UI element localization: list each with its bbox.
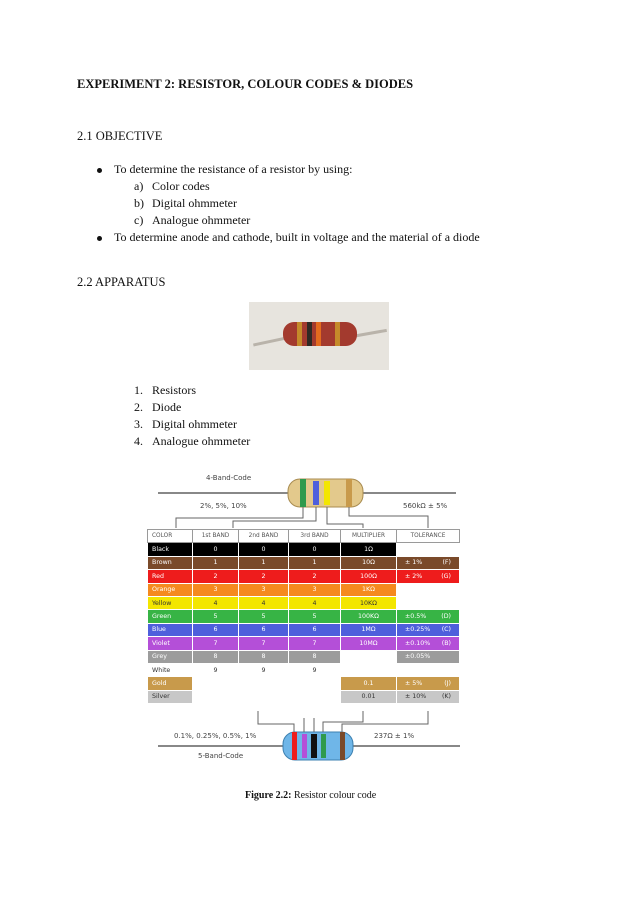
bottom-resistor-band-5 [340,732,345,760]
apparatus-item-1: Resistors [152,383,197,397]
cell-b2: 9 [239,663,289,676]
table-row [148,570,460,583]
apparatus-item-3: Digital ohmmeter [152,417,237,431]
cell-b3: 1 [289,556,341,569]
resistor-band [316,322,321,346]
cell-b2: 6 [239,623,289,636]
resistor-colour-code-chart [138,466,468,798]
cell-color: White [148,663,193,676]
cell-b2: 3 [239,583,289,596]
objective-bullet-2: To determine anode and cathode, built in voltage and the material of a diode [114,230,480,244]
header-tolerance: TOLERANCE [397,530,460,543]
cell-b1 [193,690,239,703]
five-band-tolerance-label: 0.1%, 0.25%, 0.5%, 1% [174,732,257,740]
cell-color: Black [148,543,193,556]
sub-item-marker-a: a) [134,179,144,193]
five-band-code-label: 5-Band-Code [198,752,244,760]
cell-b2: 8 [239,650,289,663]
sub-item-a: Color codes [152,179,210,193]
resistor-band [297,322,302,346]
sub-item-c: Analogue ohmmeter [152,213,251,227]
cell-color: Orange [148,583,193,596]
tolerance-code: (D) [441,613,451,621]
objective-heading: 2.1 OBJECTIVE [77,129,163,143]
cell-b1: 6 [193,623,239,636]
cell-mult: 0.1 [341,677,397,690]
table-row [148,583,460,596]
cell-mult [341,650,397,663]
resistor-band [307,322,312,346]
cell-color: Violet [148,637,193,650]
bottom-resistor-band-2 [302,734,307,758]
apparatus-item-4: Analogue ohmmeter [152,434,251,448]
cell-tol [397,596,460,609]
table-row [148,677,460,690]
colour-code-table [147,529,460,704]
bottom-resistor-band-1 [292,732,297,760]
cell-color: Green [148,610,193,623]
cell-b1: 1 [193,556,239,569]
header-3rd-band: 3rd BAND [289,530,341,543]
table-row [148,650,460,663]
cell-b1: 4 [193,596,239,609]
tolerance-code: (B) [441,639,451,647]
table-row [148,556,460,569]
cell-mult: 10Ω [341,556,397,569]
sub-item-marker-b: b) [134,196,144,210]
table-row [148,663,460,676]
connector-line [323,711,363,732]
cell-color: Grey [148,650,193,663]
cell-b2 [239,690,289,703]
cell-mult: 1MΩ [341,623,397,636]
cell-tol [397,610,460,623]
resistor-lead-left [253,336,287,346]
table-row [148,610,460,623]
cell-b1 [193,677,239,690]
cell-b2: 4 [239,596,289,609]
cell-b3: 3 [289,583,341,596]
cell-b1: 5 [193,610,239,623]
apparatus-num-4: 4. [134,434,143,448]
header-2nd-band: 2nd BAND [239,530,289,543]
cell-b2 [239,677,289,690]
apparatus-num-2: 2. [134,400,143,414]
cell-tol [397,663,460,676]
cell-b2: 1 [239,556,289,569]
four-band-tolerance-label: 2%, 5%, 10% [200,502,247,510]
cell-mult: 100KΩ [341,610,397,623]
table-row [148,623,460,636]
cell-b3 [289,677,341,690]
cell-b3: 8 [289,650,341,663]
tolerance-value: ±0.25% [405,626,431,634]
header-multiplier: MULTIPLIER [341,530,397,543]
connector-line [327,507,363,528]
figure-caption-text: Resistor colour code [291,790,377,801]
cell-color: Red [148,570,193,583]
sub-item-marker-c: c) [134,213,144,227]
cell-color: Blue [148,623,193,636]
cell-b3: 6 [289,623,341,636]
cell-tol [397,570,460,583]
cell-color: Yellow [148,596,193,609]
cell-b2: 0 [239,543,289,556]
cell-b3: 5 [289,610,341,623]
apparatus-heading: 2.2 APPARATUS [77,275,166,289]
header-1st-band: 1st BAND [193,530,239,543]
table-row [148,543,460,556]
tolerance-value: ±0.10% [405,639,431,647]
cell-b2: 7 [239,637,289,650]
cell-b1: 9 [193,663,239,676]
cell-color: Gold [148,677,193,690]
sub-item-b: Digital ohmmeter [152,196,237,210]
figure-caption-label: Figure 2.2: [245,790,292,801]
cell-mult: 10MΩ [341,637,397,650]
cell-color: Brown [148,556,193,569]
apparatus-num-1: 1. [134,383,143,397]
bullet-icon [97,236,102,241]
table-row [148,637,460,650]
cell-tol [397,637,460,650]
tolerance-value: ± 1% [405,559,423,567]
cell-b1: 7 [193,637,239,650]
bullet-icon [97,168,102,173]
cell-mult: 10KΩ [341,596,397,609]
cell-tol [397,556,460,569]
cell-tol [397,650,460,663]
four-band-code-label: 4-Band-Code [206,474,252,482]
cell-tol [397,623,460,636]
cell-mult: 1KΩ [341,583,397,596]
connector-line [258,711,294,732]
resistor-band [335,322,340,346]
table-row [148,690,460,703]
figure-caption [245,790,376,801]
cell-mult: 1Ω [341,543,397,556]
table-row [148,596,460,609]
cell-mult [341,663,397,676]
cell-b3: 0 [289,543,341,556]
bottom-resistor-band-4 [321,734,326,758]
cell-b1: 0 [193,543,239,556]
four-band-example-label: 560kΩ ± 5% [403,502,448,510]
cell-mult: 0.01 [341,690,397,703]
cell-tol [397,690,460,703]
cell-tol [397,677,460,690]
tolerance-value: ±0.5% [405,613,427,621]
tolerance-value: ± 2% [405,572,423,580]
apparatus-num-3: 3. [134,417,143,431]
cell-b1: 8 [193,650,239,663]
cell-b3: 7 [289,637,341,650]
connector-line [349,507,428,528]
objective-bullet-1: To determine the resistance of a resistor by using: [114,162,353,176]
top-resistor-band-3 [324,481,330,505]
resistor-photo [249,302,389,370]
cell-color: Silver [148,690,193,703]
connector-line [176,507,303,528]
cell-b3: 2 [289,570,341,583]
table-header-row [148,530,460,543]
bottom-resistor-band-3 [311,734,317,758]
cell-b2: 2 [239,570,289,583]
cell-b1: 3 [193,583,239,596]
tolerance-code: (G) [441,572,451,580]
tolerance-code: (F) [442,559,451,567]
tolerance-value: ± 5% [405,679,423,687]
tolerance-code: (C) [441,626,451,634]
cell-tol [397,543,460,556]
five-band-example-label: 237Ω ± 1% [374,732,415,740]
tolerance-value: ±0.05% [405,653,431,661]
tolerance-value: ± 10% [405,693,427,701]
cell-b3: 4 [289,596,341,609]
cell-mult: 100Ω [341,570,397,583]
top-resistor-band-2 [313,481,319,505]
cell-tol [397,583,460,596]
apparatus-item-2: Diode [152,400,182,414]
document-title: EXPERIMENT 2: RESISTOR, COLOUR CODES & DIODES [77,77,414,91]
cell-b3 [289,690,341,703]
cell-b3: 9 [289,663,341,676]
cell-b1: 2 [193,570,239,583]
top-resistor-band-4 [346,479,352,507]
top-resistor-band-1 [300,479,306,507]
cell-b2: 5 [239,610,289,623]
tolerance-code: (K) [441,693,451,701]
header-color: COLOR [148,530,193,543]
tolerance-code: (J) [444,679,451,687]
